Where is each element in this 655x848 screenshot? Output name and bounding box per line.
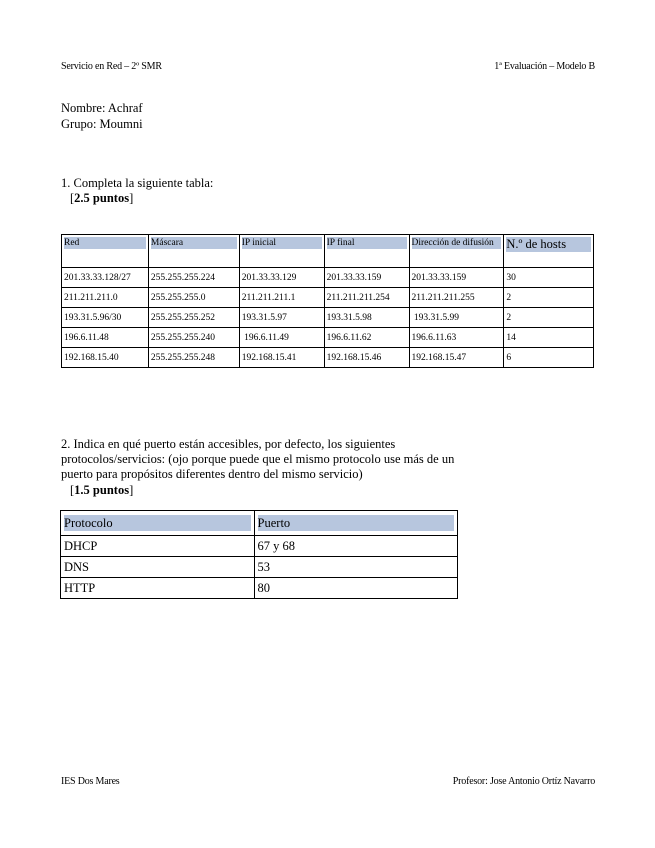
- column-header-red: Red: [62, 235, 149, 268]
- cell: 193.31.5.98: [324, 308, 409, 328]
- cell: 67 y 68: [254, 536, 457, 557]
- question-1-prompt: 1. Completa la siguiente tabla:: [61, 176, 214, 190]
- cell: 192.168.15.47: [409, 348, 504, 368]
- cell: 30: [504, 268, 594, 288]
- table-header-row: [61, 511, 458, 536]
- cell: 255.255.255.248: [148, 348, 239, 368]
- cell: 201.33.33.129: [239, 268, 324, 288]
- table-row: [61, 578, 458, 599]
- cell: 196.6.11.62: [324, 328, 409, 348]
- ports-table: [60, 510, 458, 599]
- cell: 255.255.255.224: [148, 268, 239, 288]
- column-header-protocolo: Protocolo: [61, 511, 255, 536]
- cell: 6: [504, 348, 594, 368]
- question-2-line-1: 2. Indica en qué puerto están accesibles, por defecto, los siguientes: [61, 437, 396, 451]
- column-header-ip-inicial: IP inicial: [239, 235, 324, 268]
- table-row: [62, 328, 594, 348]
- question-2-line-3: puerto para propósitos diferentes dentro del mismo servicio): [61, 467, 363, 481]
- cell: 211.211.211.255: [409, 288, 504, 308]
- cell: 255.255.255.252: [148, 308, 239, 328]
- question-2-points: [1.5 puntos]: [70, 483, 134, 497]
- cell: 196.6.11.49: [239, 328, 324, 348]
- header-right: 1ª Evaluación – Modelo B: [494, 61, 595, 72]
- cell: 53: [254, 557, 457, 578]
- cell: 2: [504, 288, 594, 308]
- question-2-points-value: 1.5 puntos: [74, 483, 130, 497]
- cell: 211.211.211.254: [324, 288, 409, 308]
- cell: 211.211.211.1: [239, 288, 324, 308]
- cell: 201.33.33.159: [324, 268, 409, 288]
- table-row: [62, 308, 594, 328]
- subnet-table: [61, 234, 594, 368]
- cell: 193.31.5.99: [409, 308, 504, 328]
- cell: 2: [504, 308, 594, 328]
- cell: 14: [504, 328, 594, 348]
- cell: 80: [254, 578, 457, 599]
- question-2-line-2: protocolos/servicios: (ojo porque puede que el mismo protocolo use más de un: [61, 452, 455, 466]
- table-row: [62, 268, 594, 288]
- header-left: Servicio en Red – 2º SMR: [61, 61, 162, 72]
- column-header-ip-final: IP final: [324, 235, 409, 268]
- cell: 255.255.255.0: [148, 288, 239, 308]
- cell: 192.168.15.41: [239, 348, 324, 368]
- footer-left: IES Dos Mares: [61, 776, 120, 787]
- cell: DNS: [61, 557, 255, 578]
- cell: HTTP: [61, 578, 255, 599]
- cell: 192.168.15.46: [324, 348, 409, 368]
- cell: 196.6.11.48: [62, 328, 149, 348]
- column-header-mascara: Máscara: [148, 235, 239, 268]
- table-row: [61, 536, 458, 557]
- column-header-hosts: N.º de hosts: [504, 235, 594, 268]
- cell: 193.31.5.97: [239, 308, 324, 328]
- question-1-points: [2.5 puntos]: [70, 191, 134, 205]
- student-group: Grupo: Moumni: [61, 117, 143, 131]
- cell: 211.211.211.0: [62, 288, 149, 308]
- cell: 192.168.15.40: [62, 348, 149, 368]
- cell: 201.33.33.128/27: [62, 268, 149, 288]
- cell: DHCP: [61, 536, 255, 557]
- table-row: [61, 557, 458, 578]
- column-header-puerto: Puerto: [254, 511, 457, 536]
- table-header-row: [62, 235, 594, 268]
- cell: 201.33.33.159: [409, 268, 504, 288]
- footer-right: Profesor: Jose Antonio Ortíz Navarro: [452, 776, 595, 787]
- cell: 193.31.5.96/30: [62, 308, 149, 328]
- table-row: [62, 288, 594, 308]
- cell: 255.255.255.240: [148, 328, 239, 348]
- student-name: Nombre: Achraf: [61, 101, 143, 115]
- column-header-difusion: Dirección de difusión: [409, 235, 504, 268]
- question-1-points-value: 2.5 puntos: [74, 191, 130, 205]
- cell: 196.6.11.63: [409, 328, 504, 348]
- table-row: [62, 348, 594, 368]
